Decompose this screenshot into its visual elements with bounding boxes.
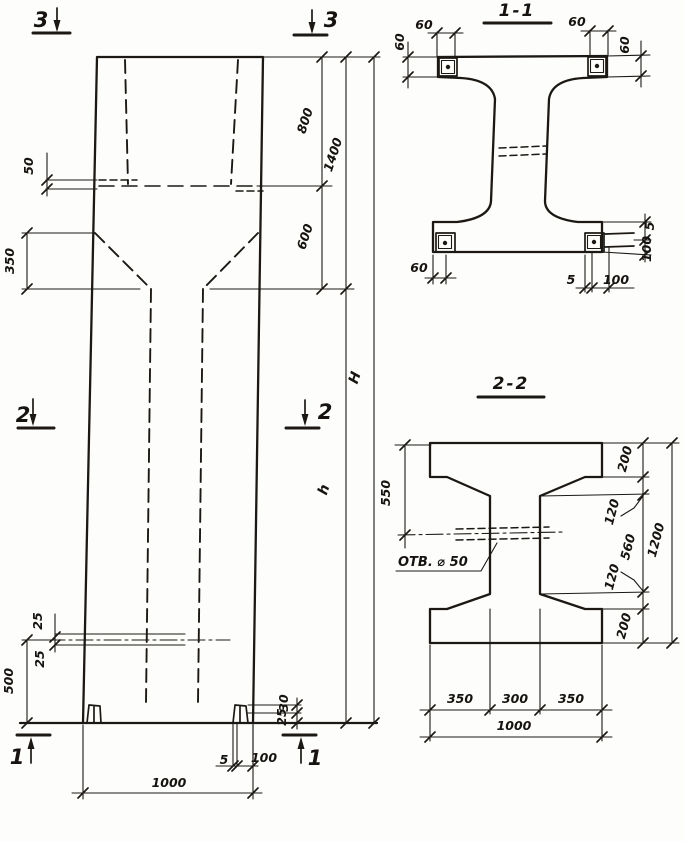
dim-350-left-label: 350 — [446, 691, 474, 706]
dim-600-label: 600 — [293, 221, 316, 252]
section-marker-2-right — [286, 400, 332, 428]
bolt-dot — [443, 241, 447, 245]
dim-800-label: 800 — [293, 105, 316, 136]
dim-350-lines — [22, 233, 140, 289]
dim-100-label: 100 — [250, 750, 278, 765]
dim-h-label: h — [315, 482, 334, 497]
dim-200-bottom-label: 200 — [613, 611, 635, 641]
side-plate-1-1 — [605, 233, 634, 247]
marker-2-left-label: 2 — [15, 403, 31, 427]
bolt-dot — [446, 65, 450, 69]
dim-100-right-label: 100 — [639, 235, 654, 263]
hidden-web-lines — [95, 60, 258, 702]
dim-50-label: 50 — [21, 157, 36, 175]
column-outline — [83, 57, 263, 723]
dim-350-label: 350 — [2, 247, 17, 275]
bolt-dot — [592, 240, 596, 244]
bolt-dot — [595, 64, 599, 68]
dim-H-label: H — [345, 369, 365, 386]
section-marker-1-left — [10, 735, 50, 769]
dim-100-bottom-label: 100 — [602, 272, 630, 287]
dim-25-plate-label: 25 — [274, 708, 289, 726]
dim-60-bottom-left-label: 60 — [410, 260, 428, 275]
dim-60-top-right-label: 60 — [568, 14, 586, 29]
dim-60-left-label: 60 — [392, 33, 407, 51]
dim-300-label: 300 — [501, 691, 529, 706]
elevation-view — [1, 8, 380, 799]
dim-1000-label: 1000 — [151, 775, 187, 790]
section-marker-3-left — [33, 8, 70, 33]
dim-30-label: 30 — [276, 694, 291, 712]
marker-3-right-label: 3 — [323, 8, 339, 32]
dim-5-right-label: 5 — [642, 221, 657, 231]
dim-560-label: 560 — [617, 532, 639, 562]
dim-120-top-label: 120 — [601, 497, 623, 527]
marker-2-right-label: 2 — [317, 400, 333, 424]
dim-60-top-left-label: 60 — [415, 17, 433, 32]
dim-550-lines — [395, 445, 431, 548]
dim-1400-label: 1400 — [320, 135, 346, 174]
base-plate-right — [233, 705, 248, 723]
dim-25-bottom-label: 25 — [32, 650, 47, 668]
dim-25-top-label: 25 — [30, 612, 45, 630]
hole-label: ОТВ. ⌀ 50 — [398, 555, 468, 570]
leader-120-bottom — [621, 572, 643, 591]
marker-1-left-label: 1 — [9, 745, 25, 769]
dim-5-label: 5 — [219, 752, 229, 767]
web-hole-dashes-1-1 — [499, 146, 546, 156]
dim-60-right-label: 60 — [617, 36, 632, 54]
dim-550-label: 550 — [378, 479, 393, 507]
section-2-2-view — [378, 374, 679, 742]
section-1-1-title: 1-1 — [498, 1, 536, 21]
base-plate-left — [87, 705, 101, 723]
i-section-outline-1-1 — [433, 56, 607, 252]
i-section-outline-2-2 — [430, 443, 602, 643]
ledge-lines — [46, 180, 97, 189]
section-marker-1-right — [283, 735, 322, 770]
marker-3-left-label: 3 — [33, 8, 49, 32]
dim-5-bottom-label: 5 — [566, 272, 576, 287]
marker-1-right-label: 1 — [307, 746, 323, 770]
section-2-2-title: 2-2 — [492, 374, 530, 394]
section-marker-2-left — [16, 399, 54, 428]
dim-1200-label: 1200 — [643, 521, 668, 559]
dim-350-right-label: 350 — [557, 691, 585, 706]
dim-120-bottom-label: 120 — [601, 562, 623, 592]
dim-500-label: 500 — [1, 667, 16, 695]
right-extension-lines — [210, 186, 354, 289]
dim-200-top-label: 200 — [614, 444, 636, 474]
dim-1000-bottom-label: 1000 — [496, 718, 532, 733]
dimension-ticks-2-2 — [400, 438, 677, 742]
section-1-1-view — [392, 1, 657, 293]
section-marker-3-right — [294, 8, 338, 35]
